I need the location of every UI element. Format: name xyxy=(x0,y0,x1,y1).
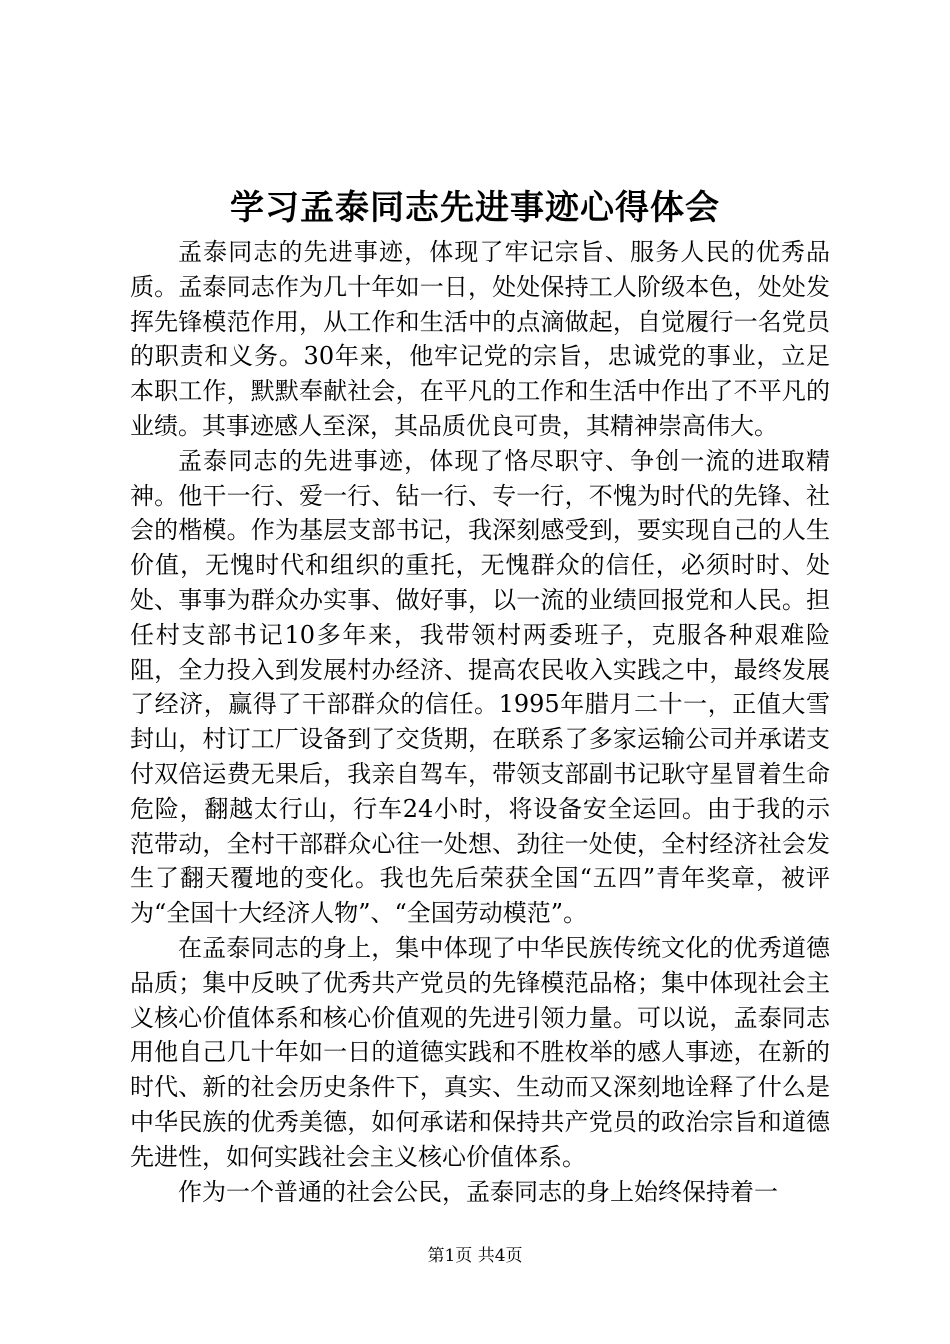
document-title: 学习孟泰同志先进事迹心得体会 xyxy=(230,188,720,228)
paragraph: 作为一个普通的社会公民，孟泰同志的身上始终保持着一 xyxy=(178,1177,778,1206)
paragraph: 孟泰同志的先进事迹，体现了牢记宗旨、服务人民的优秀品质。孟泰同志作为几十年如一日，处处保持工人阶级本色，处处发挥先锋模范作用，从工作和生活中的点滴做起，自觉履行一名党员的职责和义务。30年来，他牢记党的宗旨，忠诚党的事业，立足本职工作，默默奉献社会，在平凡的工作和生活中作出了不平凡的业绩。其事迹感人至深，其品质优良可贵，其精神崇高伟大。 xyxy=(130,238,830,440)
paragraph: 孟泰同志的先进事迹，体现了恪尽职守、争创一流的进取精神。他干一行、爱一行、钻一行、专一行，不愧为时代的先锋、社会的楷模。作为基层支部书记，我深刻感受到，要实现自己的人生价值，无愧时代和组织的重托，无愧群众的信任，必须时时、处处、事事为群众办实事、做好事，以一流的业绩回报党和人民。担任村支部书记10多年来，我带领村两委班子，克服各种艰难险阻，全力投入到发展村办经济、提高农民收入实践之中，最终发展了经济，赢得了干部群众的信任。1995年腊月二十一，正值大雪封山，村订工厂设备到了交货期，在联系了多家运输公司并承诺支付双倍运费无果后，我亲自驾车，带领支部副书记耿守星冒着生命危险，翻越太行山，行车24小时，将设备安全运回。由于我的示范带动，全村干部群众心往一处想、劲往一处使，全村经济社会发生了翻天覆地的变化。我也先后荣获全国“五四”青年奖章，被评为“全国十大经济人物”、“全国劳动模范”。 xyxy=(130,446,830,928)
page-footer: 第1页 共4页 xyxy=(427,1246,523,1266)
paragraph: 在孟泰同志的身上，集中体现了中华民族传统文化的优秀道德品质；集中反映了优秀共产党员的先锋模范品格；集中体现社会主义核心价值体系和核心价值观的先进引领力量。可以说，孟泰同志用他自己几十年如一日的道德实践和不胜枚举的感人事迹，在新的时代、新的社会历史条件下，真实、生动而又深刻地诠释了什么是中华民族的优秀美德，如何承诺和保持共产党员的政治宗旨和道德先进性，如何实践社会主义核心价值体系。 xyxy=(130,933,830,1171)
document-body xyxy=(130,235,830,1209)
